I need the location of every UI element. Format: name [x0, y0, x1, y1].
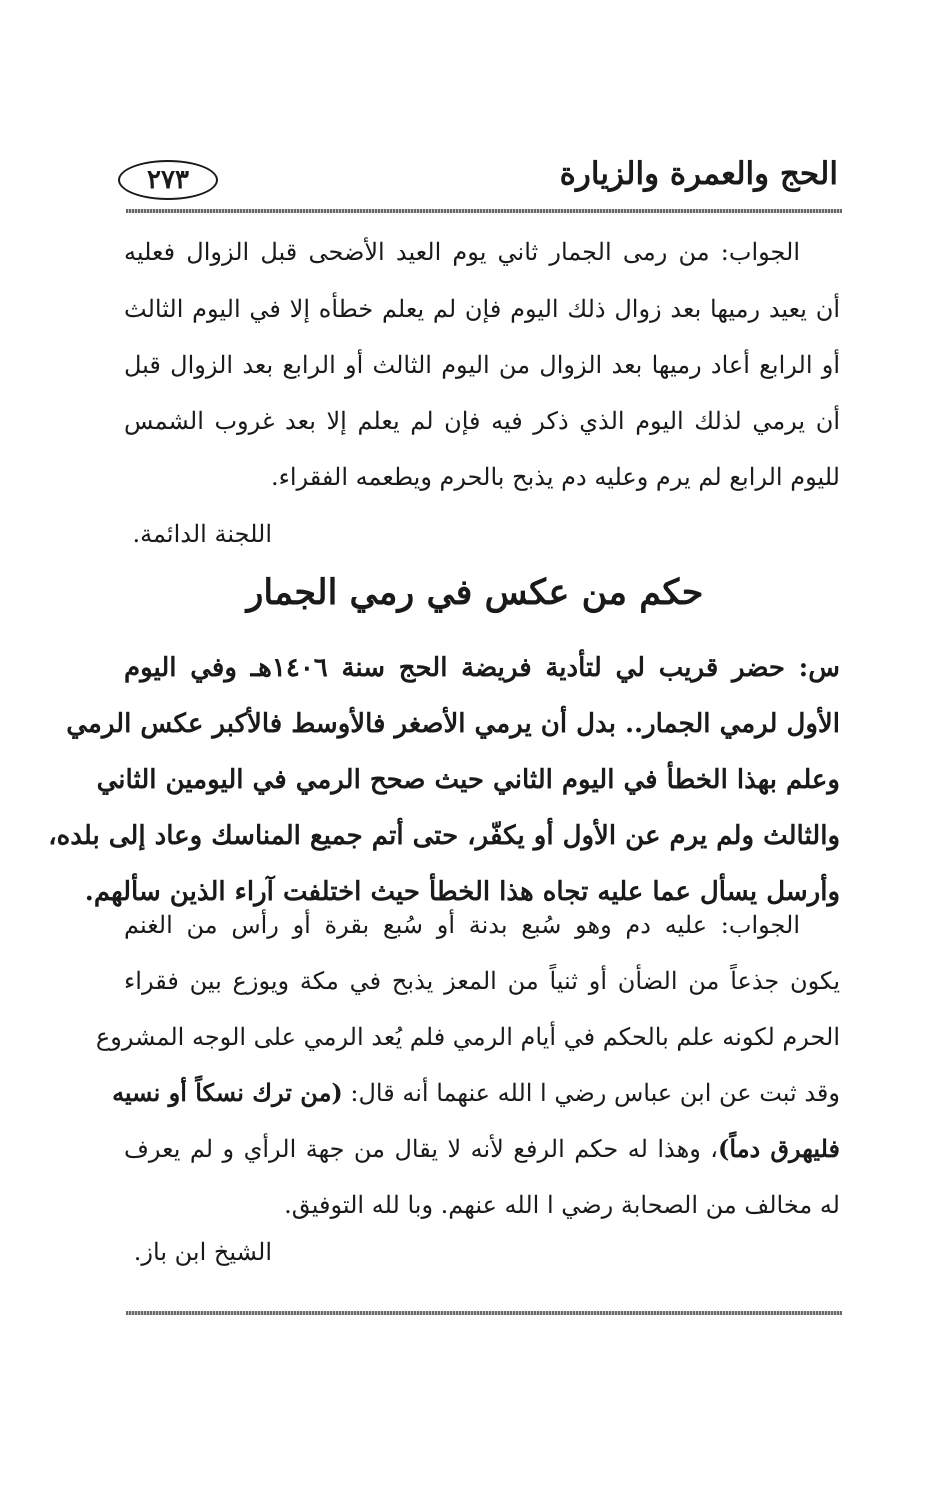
answer1-line-1: الجواب: من رمى الجمار ثاني يوم العيد الأضحى قبل الزوال فعليه [124, 238, 800, 266]
answer1-line-5: لليوم الرابع لم يرم وعليه دم يذبح بالحرم ويطعمه الفقراء. [270, 463, 840, 491]
answer1-line-4: أن يرمي لذلك اليوم الذي ذكر فيه فإن لم يعلم إلا بعد غروب الشمس [124, 407, 840, 435]
answer1-signature: اللجنة الدائمة. [132, 520, 272, 548]
answer2-line-2: يكون جذعاً من الضأن أو ثنياً من المعز يذبح في مكة ويوزع بين فقراء [124, 967, 840, 995]
answer2-line-4-text: وقد ثبت عن ابن عباس رضي ا الله عنهما أنه قال: [342, 1079, 840, 1107]
answer2-signature: الشيخ ابن باز. [133, 1238, 272, 1266]
answer2-line-6: له مخالف من الصحابة رضي ا الله عنهم. وبا لله التوفيق. [284, 1191, 840, 1219]
quoted-hadith-start: (من ترك نسكاً أو نسيه [112, 1078, 343, 1107]
page-number-badge: ٢٧٣ [118, 160, 218, 200]
running-header-title: الحج والعمرة والزيارة [559, 156, 838, 192]
section-heading: حكم من عكس في رمي الجمار [246, 572, 704, 613]
answer1-line-2: أن يعيد رميها بعد زوال ذلك اليوم فإن لم يعلم خطأه إلا في اليوم الثالث [124, 295, 840, 323]
answer2-line-4 [112, 1078, 840, 1108]
footer-divider [126, 1311, 842, 1315]
question-line-2: الأول لرمي الجمار.. بدل أن يرمي الأصغر فالأوسط فالأكبر عكس الرمي [66, 709, 840, 739]
quoted-hadith-end: فليهرق دماً) [718, 1134, 840, 1163]
question-line-3: وعلم بهذا الخطأ في اليوم الثاني حيث صحح الرمي في اليومين الثاني [96, 765, 840, 795]
question-line-4: والثالث ولم يرم عن الأول أو يكفّر، حتى أتم جميع المناسك وعاد إلى بلده، [48, 821, 840, 851]
answer2-line-5-text: ، وهذا له حكم الرفع لأنه لا يقال من جهة الرأي و لم يعرف [124, 1135, 719, 1163]
header-divider [126, 209, 842, 213]
question-line-1: س: حضر قريب لي لتأدية فريضة الحج سنة ١٤٠٦هـ وفي اليوم [124, 653, 840, 683]
answer2-line-1: الجواب: عليه دم وهو سُبع بدنة أو سُبع بقرة أو رأس من الغنم [124, 911, 800, 939]
question-line-5: وأرسل يسأل عما عليه تجاه هذا الخطأ حيث اختلفت آراء الذين سألهم. [84, 877, 840, 907]
answer1-line-3: أو الرابع أعاد رميها بعد الزوال من اليوم الثالث أو الرابع بعد الزوال قبل [124, 351, 840, 379]
answer2-line-5 [124, 1134, 840, 1164]
answer2-line-3: الحرم لكونه علم بالحكم في أيام الرمي فلم يُعد الرمي على الوجه المشروع [95, 1023, 840, 1051]
